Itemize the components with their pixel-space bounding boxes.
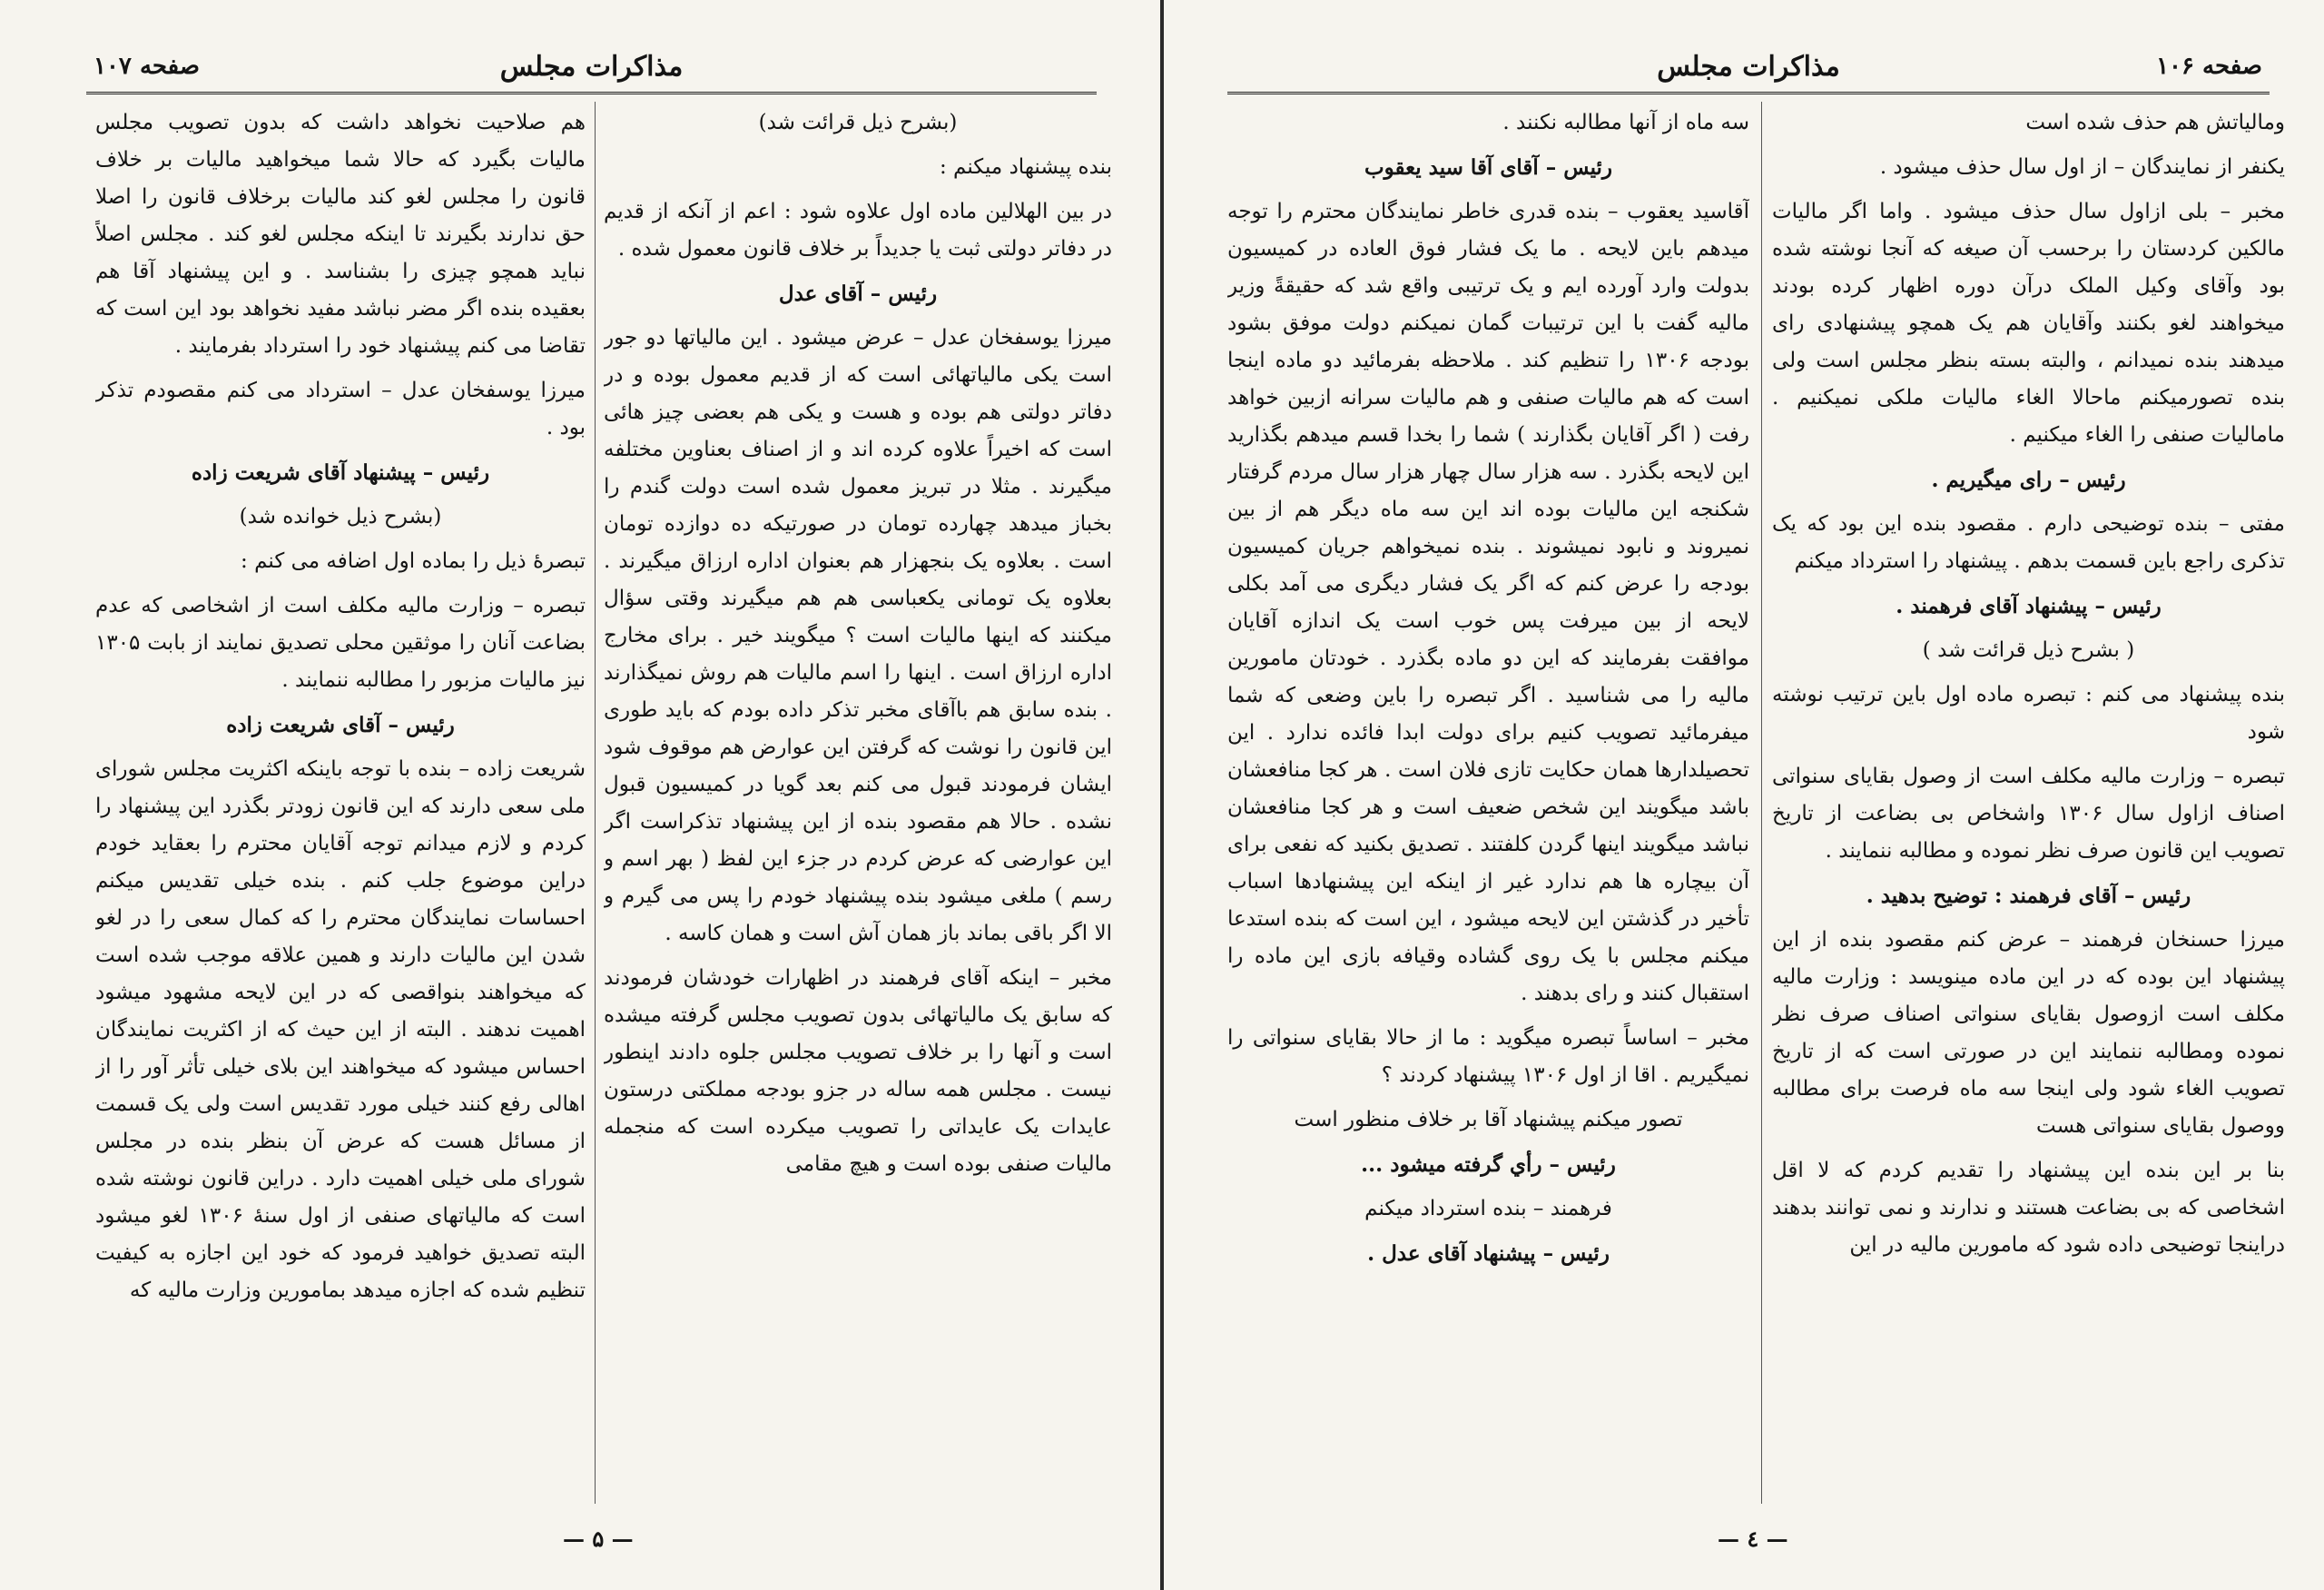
- paragraph: تبصره – وزارت مالیه مکلف است از وصول بقایای سنواتی اصناف ازاول سال ۱۳۰۶ واشخاص بی بضاعت از تاریخ تصویب این قانون صرف نظر نموده و مطالبه ننمایند .: [1772, 765, 2285, 863]
- page-header: [86, 47, 1097, 94]
- page-number: — ٤ —: [1718, 1526, 1788, 1552]
- paragraph: بنده پیشنهاد می کنم : تبصره ماده اول باین ترتیب نوشته شود: [1772, 683, 2285, 744]
- paragraph: میرزا حسنخان فرهمند – عرض کنم مقصود بنده از این پیشنهاد این بوده که در این ماده مینویسد : وزارت مالیه مکلف است ازوصول بقایای سنواتی اصناف صرف نظر نموده ومطالبه ننمایند این در صورتی است که از تاریخ تصویب الغاء شود ولی اینجا سه ماه فرصت برای مطالبه ووصول بقایای سنواتی هست: [1772, 928, 2285, 1138]
- paragraph: مفتی – بنده توضیحی دارم . مقصود بنده این بود که یک تذکری راجع باین قسمت بدهم . پیشنهاد را استرداد میکنم: [1772, 512, 2285, 573]
- page-number: — ۵ —: [563, 1526, 634, 1552]
- page-106: [1164, 0, 2324, 1590]
- paragraph: شریعت زاده – بنده با توجه باینکه اکثریت مجلس شورای ملی سعی دارند که این قانون زودتر بگذرد این پیشنهاد را کردم و لازم میدانم توجه آقایان محترم را بعقاید خودم دراین موضوع جلب کنم . بنده خیلی تقدیس میکنم احساسات نمایندگان محترم را که کمال سعی را در لغو شدن این مالیات دارند و همین علاقه موجب شده است که میخواهند بنواقصی که در این لایحه مشهود میشود اهمیت ندهند . البته از این حیث که از اکثریت نمایندگان احساس میشود که میخواهند این بلای خیلی تأثر آور را از اهالی رفع کنند خیلی مورد تقدیس است ولی یک قسمت از مسائل هست که عرض آن بنظر بنده در مجلس شورای ملی خیلی اهمیت دارد . دراین قانون نوشته شده است که مالیاتهای صنفی از اول سنهٔ ۱۳۰۶ لغو میشود البته تصدیق خواهید فرمود که خود این اجازه به کیفیت تنظیم شده که اجازه میدهد بمامورین وزارت مالیه که: [95, 757, 586, 1302]
- header-title: مذاکرات مجلس: [499, 51, 684, 83]
- header-rule: [1227, 92, 2270, 94]
- paragraph: ( بشرح ذیل قرائت شد ): [1922, 638, 2135, 662]
- column-divider: [595, 102, 596, 1504]
- paragraph: رئیس – آقای فرهمند : توضیح بدهید .: [1866, 884, 2191, 908]
- paragraph: مخبر – اینکه آقای فرهمند در اظهارات خودشان فرمودند که سابق یک مالیاتهائی بدون تصویب مجلس گرفته میشده است و آنها را بر خلاف تصویب مجلس جلوه دادند اینطور نیست . مجلس همه ساله در جزو بودجه مملکتی درستون عایدات یک عایداتی را تصویب میکرده است که منجمله مالیات صنفی بوده است و هیچ مقامی: [604, 966, 1112, 1176]
- paragraph: میرزا یوسفخان عدل – عرض میشود . این مالیاتها دو جور است یکی مالیاتهائی است که از قدیم معمول بوده و در دفاتر دولتی هم بوده و هست و یکی هم بعضی چیز هائی است که اخیراً علاوه کرده اند و از اصناف بعناوین مختلفه میگیرند . مثلا در تبریز معمول شده است دولت گندم را بخباز میدهد چهارده تومان در صورتیکه ده دوازده تومان است . بعلاوه یک بنجهزار هم بعنوان اداره ارزاق میگیرند . بعلاوه یک تومانی یکعباسی هم هم میگیرند وقتی سؤال میکنند که اینها مالیات است ؟ میگویند خیر . برای مخارج اداره ارزاق است . اینها را اسم مالیات هم روش نمیگذارند . بنده سابق هم باآقای مخبر تذکر داده بودم که باید طوری این قانون را نوشت که گرفتن این عوارض هم موقوف شود ایشان فرمودند قبول می کنم بعد گویا در کمیسیون قبول نشده . حالا هم مقصود بنده از این پیشنهاد تذکراست اگر این عوارضی که عرض کردم در جزء این لفظ ( بهر اسم و رسم ) ملغی میشود بنده پیشنهاد خودم را پس می گیرم و الا اگر باقی بماند باز همان آش است و همان کاسه .: [604, 326, 1112, 945]
- paragraph: رئیس – پیشنهاد آقای شریعت زاده: [191, 460, 490, 485]
- paragraph: تصور میکنم پیشنهاد آقا بر خلاف منظور است: [1294, 1108, 1683, 1131]
- right-column: [1772, 104, 2285, 1504]
- paragraph: بنا بر این بنده این پیشنهاد را تقدیم کردم که لا اقل اشخاصی که بی بضاعت هستند و ندارند و نمی توانند بدهند دراینجا توضیحی داده شود که مامورین مالیه در این: [1772, 1159, 2285, 1257]
- paragraph: ومالیاتش هم حذف شده است: [2025, 111, 2285, 134]
- paragraph: رئیس – آقای آقا سید یعقوب: [1364, 155, 1613, 180]
- paragraph: بنده پیشنهاد میکنم :: [939, 155, 1112, 179]
- paragraph: آقاسید یعقوب – بنده قدری خاطر نمایندگان محترم را توجه میدهم باین لایحه . ما یک فشار فوق العاده در کمیسیون بدولت وارد آورده ایم و یک ترتیبی واقع شد که حقیقةً وزیر مالیه گفت با این ترتیبات گمان نمیکنم دولت موفق بشود بودجه ۱۳۰۶ را تنظیم کند . ملاحظه بفرمائید دو ماده اینجا است که هم مالیات صنفی و هم مالیات سرانه ازبین خواهد رفت ( اگر آقایان بگذارند ) شما را بخدا قسم میدهم بگذارید این لایحه بگذرد . سه هزار سال چهار هزار سال مردم گرفتار شکنجه این مالیات بوده اند این سه ماه دیگر هم از بین نمیروند و نابود نمیشوند . بنده نمیخواهم جریان کمیسیون بودجه را عرض کنم که اگر یک فشار دیگری می آمد بکلی لایحه از بین میرفت پس خوب است یک اندازه آقایان موافقت بفرمایند که این دو ماده بگذرد . خودتان مامورین مالیه را می شناسید . اگر تبصره را باین وضعی که شما میفرمائید تصویب کنیم برای دولت ابدا فائده ندارد . این تحصیلدارها همان حکایت تازی فلان است . هر کجا منافعشان باشد میگویند این شخص ضعیف است و هر کجا منافعشان نباشد میگویند اینها گردن کلفتند . تصدیق بکنید که نفعی برای آن بیچاره ها هم ندارد غیر از اینکه این پیشنهادها اسباب تأخیر در گذشتن این لایحه میشود ، این است که بنده استدعا میکنم مجلس با یک روی گشاده وقیافه بازی این ماده را استقبال کنند و رای بدهند .: [1227, 200, 1749, 1005]
- paragraph: رئیس – پیشنهاد آقای عدل .: [1367, 1241, 1610, 1266]
- paragraph: رئیس – آقای شریعت زاده: [226, 713, 455, 737]
- paragraph: رئیس – رای میگیریم .: [1931, 468, 2126, 492]
- paragraph: میرزا یوسفخان عدل – استرداد می کنم مقصودم تذکر بود .: [95, 379, 586, 439]
- paragraph: رئیس – آقای عدل: [778, 281, 938, 306]
- paragraph: رئیس – پیشنهاد آقای فرهمند .: [1896, 594, 2162, 618]
- paragraph: رئیس – رأي گرفته میشود ...: [1361, 1152, 1616, 1177]
- header-page-label: صفحه ۱۰۶: [2156, 53, 2262, 80]
- paragraph: مخبر – بلی ازاول سال حذف میشود . واما اگر مالیات مالکین کردستان را برحسب آن صیغه که آنجا نوشته شده بود وآقای وکیل الملک درآن دوره اظهار کرده بودند میخواهند لغو بکنند وآقایان هم یک همچو پیشنهادی رای میدهند بنده نمیدانم ، والبته بسته بنظر مجلس است ولی بنده تصورمیکنم ماحالا الغاء مالیات ملکی نمیکنیم . مامالیات صنفی را الغاء میکنیم .: [1772, 200, 2285, 447]
- paragraph: (بشرح ذیل خوانده شد): [239, 505, 442, 528]
- paragraph: (بشرح ذیل قرائت شد): [758, 111, 958, 134]
- page-107: [0, 0, 1160, 1590]
- page-header: [1227, 47, 2270, 94]
- left-column: [95, 104, 586, 1504]
- left-column: [1227, 104, 1749, 1504]
- paragraph: فرهمند – بنده استرداد میکنم: [1364, 1197, 1612, 1220]
- header-title: مذاکرات مجلس: [1657, 51, 1840, 83]
- column-divider: [1761, 102, 1762, 1504]
- paragraph: یکنفر از نمایندگان – از اول سال حذف میشود .: [1879, 155, 2285, 179]
- right-column: [604, 104, 1112, 1504]
- paragraph: تبصرهٔ ذیل را بماده اول اضافه می کنم :: [241, 549, 586, 573]
- paragraph: سه ماه از آنها مطالبه نکنند .: [1502, 111, 1749, 134]
- paragraph: تبصره – وزارت مالیه مکلف است از اشخاصی که عدم بضاعت آنان را موثقین محلی تصدیق نمایند از بابت ۱۳۰۵ نیز مالیات مزبور را مطالبه ننمایند .: [95, 594, 586, 692]
- paragraph: در بین الهلالین ماده اول علاوه شود : اعم از آنکه از قدیم در دفاتر دولتی ثبت یا جدیداً بر خلاف قانون معمول شده .: [604, 200, 1112, 261]
- paragraph: مخبر – اساساً تبصره میگوید : ما از حالا بقایای سنواتی را نمیگیریم . اقا از اول ۱۳۰۶ پیشنهاد کردند ؟: [1227, 1026, 1749, 1087]
- header-rule: [86, 92, 1097, 94]
- paragraph: هم صلاحیت نخواهد داشت که بدون تصویب مجلس مالیات بگیرد که حالا شما میخواهید مالیات بر خلاف قانون را مجلس لغو کند مالیات برخلاف قانون را اصلا حق ندارند بگیرند تا اینکه مجلس لغو کند . مجلس اصلاً نباید همچو چیزی را بشناسد . و این پیشنهاد آقا هم بعقیده بنده اگر مضر نباشد مفید نخواهد بود این است که تقاضا می کنم پیشنهاد خود را استرداد بفرمایند .: [95, 111, 586, 358]
- header-page-label: صفحه ۱۰۷: [94, 53, 200, 80]
